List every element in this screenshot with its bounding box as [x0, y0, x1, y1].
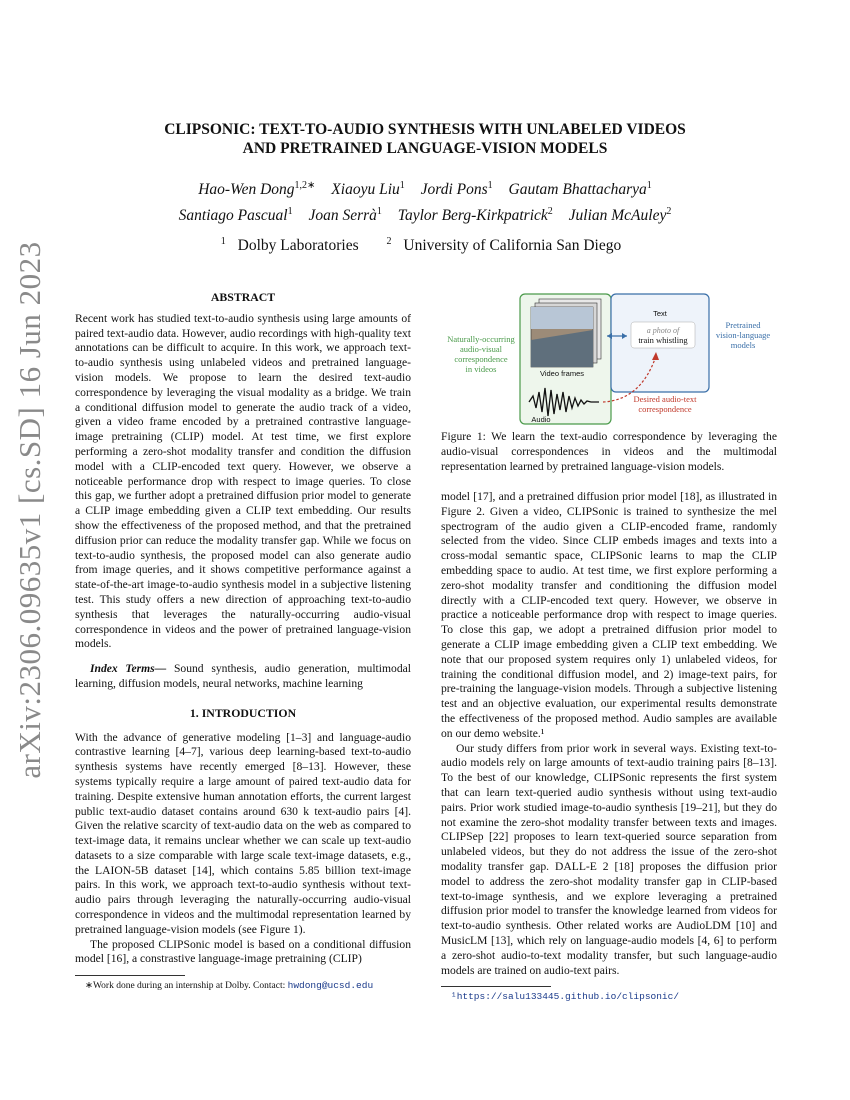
text-box-title: Text: [653, 309, 667, 318]
title-line-1: CLIPSONIC: TEXT-TO-AUDIO SYNTHESIS WITH UNLABELED VIDEOS: [164, 121, 686, 138]
authors-block: [100, 175, 750, 227]
arxiv-sidebar: [8, 241, 52, 779]
intro-paragraph-1: With the advance of generative modeling [1–3] and language-audio contrastive learning [4–7], various deep learning-based text-to-audio synthesis systems have recently emerged [8–13]. However, these systems typically require a large amount of paired text-audio data for training. Despite extensive human annotation efforts, the current largest public text-audio dataset contains around 630 k text-audio pairs [4]. Given the relative scarcity of text-audio data on the web as compared to text-image data, it remains unclear whether we can scale up text-audio datasets to a size comparable with large scale text-image datasets, e.g., the LAION-5B dataset [14], which contains 5.85 billion text-image pairs. In this work, we approach text-to-audio synthesis without text-audio pairs through leveraging the naturally-occurring audio-visual correspondence in videos and the multimodal representation learned by pretrained language-vision models (see Figure 1).: [75, 730, 411, 936]
text-query-line-1: a photo of: [646, 326, 680, 335]
right-label-line-1: Pretrained: [725, 320, 761, 330]
desired-label-line-2: correspondence: [638, 404, 692, 414]
author: Julian McAuley$^2$: [568, 206, 672, 225]
affiliations: [100, 236, 750, 255]
right-label-line-3: models: [730, 340, 756, 350]
abstract-text: Recent work has studied text-to-audio synthesis using large amounts of paired text-audio data. However, audio recordings with high-quality text annotations can be difficult to acquire. In this work, we approach text-to-audio synthesis using unlabeled videos and pretrained language-vision models. We propose to learn the desired text-audio correspondence by leveraging the visual modality as a bridge. We train a conditional diffusion model to generate the audio track of a video, given a video frame encoded by a pretrained contrastive language-image pretraining (CLIP) model. At test time, we first explore performing a zero-shot modality transfer and condition the diffusion model with a CLIP-encoded text query. However, we observe a noticeable performance drop with respect to image queries. To close this gap, we further adopt a pretrained diffusion prior model to generate a CLIP image embedding given a CLIP text embedding. Our results show the effectiveness of the proposed method, and that the pretrained diffusion prior can reduce the modality transfer gap. While we focus on text-to-audio synthesis, the proposed model can also generate audio from image queries, and it shows competitive performance against a state-of-the-art image-to-audio synthesis model in a subjective listening test. This study offers a new direction of approaching text-to-audio synthesis that leverages the naturally-occurring audio-visual correspondence in videos and the power of pretrained language-vision models.: [75, 311, 411, 651]
author: Jordi Pons$^1$: [420, 180, 493, 199]
text-query-line-2: train whistling: [638, 335, 688, 345]
author: Gautam Bhattacharya$^1$: [508, 180, 652, 199]
author: Hao-Wen Dong$^{1,2∗}$: [198, 180, 316, 199]
intro-heading: 1. INTRODUCTION: [189, 705, 297, 720]
author: Xiaoyu Liu$^1$: [331, 180, 405, 199]
right-label-line-2: vision-language: [715, 330, 771, 340]
sky-shape: [531, 307, 593, 329]
index-terms: [75, 662, 411, 692]
title-line-2: AND PRETRAINED LANGUAGE-VISION MODELS: [242, 140, 608, 157]
author: Taylor Berg-Kirkpatrick$^2$: [397, 206, 553, 225]
author: Joan Serrà$^1$: [308, 206, 382, 225]
arxiv-identifier: arXiv:2306.09635v1 [cs.SD] 16 Jun 2023: [12, 241, 47, 779]
authors-row-1: [100, 175, 750, 201]
contact-email-link[interactable]: hwdong@ucsd.edu: [287, 980, 374, 992]
left-label-line-3: correspondence: [454, 354, 508, 364]
audio-label: Audio: [531, 415, 551, 424]
figure-1: [441, 290, 777, 430]
index-terms-text: Sound synthesis, audio generation, multimodal learning, diffusion models, neural networks, machine learning: [75, 662, 411, 690]
author: Santiago Pascual$^1$: [178, 206, 293, 225]
left-label-line-4: in videos: [465, 364, 497, 374]
left-label-line-1: Naturally-occurring: [447, 334, 515, 344]
right-column: [441, 490, 777, 1003]
right-paragraph-2: Our study differs from prior work in several ways. Existing text-to-audio models rely on large amounts of text-audio training pairs [8–13]. To the best of our knowledge, CLIPSonic represents the first system that can learn text-queried audio synthesis without using text-audio pairs. Prior work studied image-to-audio synthesis [19–21], but they do not examine the zero-shot modality transfer between texts and images. CLIPSep [22] proposes to learn text-queried source separation from unlabeled videos, but they do not address the issue of the zero-shot modality transfer gap. DALL-E 2 [18] proposes the diffusion prior model to address the zero-shot modality transfer gap in CLIP-based text-to-image synthesis, and we explore leveraging a pretrained diffusion prior model to transfer the knowledge learned from videos for text-to-audio synthesis. Other related works are AudioLDM [10] and MusicLM [13], which rely on language-audio models [4, 6] to perform a zero-shot audio-to-text modality transfer, but such language-audio models are trained on audio-text pairs.: [441, 741, 777, 977]
video-frames-label: Video frames: [539, 369, 585, 378]
right-paragraph-1: model [17], and a pretrained diffusion prior model [18], as illustrated in Figure 2. Given a video, CLIPSonic is trained to synthesize the mel spectrogram of the audio given a CLIP-encoded frame, randomly selected from the video. Since CLIP embeds images and texts into a cross-modal semantic space, CLIPSonic learns to map the CLIP embedding space to audio. At test time, we first explore performing a zero-shot modality transfer and conditioning the diffusion model directly with a CLIP-encoded text query. However, we observe in practice a noticeable performance drop with respect to image queries. To close this gap, we adopt a pretrained diffusion prior model to generate a CLIP image embedding given a CLIP text embedding. We note that our proposed system requires only 1) unlabeled videos, for training the conditional diffusion model, and 2) image-text pairs, for pre-training the language-vision models. Through a subjective listening test and an objective evaluation, our experimental results demonstrate the effectiveness of the proposed method. Audio samples are available on our demo website.¹: [441, 490, 777, 740]
footnote-rule-right: [441, 986, 551, 987]
demo-website-link[interactable]: ¹https://salu133445.github.io/clipsonic/: [451, 991, 680, 1003]
affiliation: $^2$ University of California San Diego: [386, 236, 622, 255]
footnote-left: ∗Work done during an internship at Dolby. Contact: hwdong@ucsd.edu: [85, 980, 374, 992]
paper-title: [100, 120, 750, 158]
left-column: [75, 290, 411, 992]
affiliation: $^1$ Dolby Laboratories: [220, 236, 359, 255]
figure-1-caption: Figure 1: We learn the text-audio correspondence by leveraging the audio-visual correspondences in videos and the multimodal representation learned by pretrained language-vision models.: [441, 430, 777, 473]
footnote-rule: [75, 975, 185, 976]
left-label-line-2: audio-visual: [459, 344, 503, 354]
figure-1-diagram: [441, 290, 777, 430]
abstract-heading: ABSTRACT: [210, 290, 276, 304]
index-terms-label: Index Terms—: [90, 662, 167, 676]
desired-label-line-1: Desired audio-text: [633, 394, 697, 404]
authors-row-2: [100, 201, 750, 227]
footnote-right: [441, 991, 777, 1003]
intro-paragraph-2: The proposed CLIPSonic model is based on a conditional diffusion model [16], a constrastive language-image pretraining (CLIP): [75, 937, 411, 966]
